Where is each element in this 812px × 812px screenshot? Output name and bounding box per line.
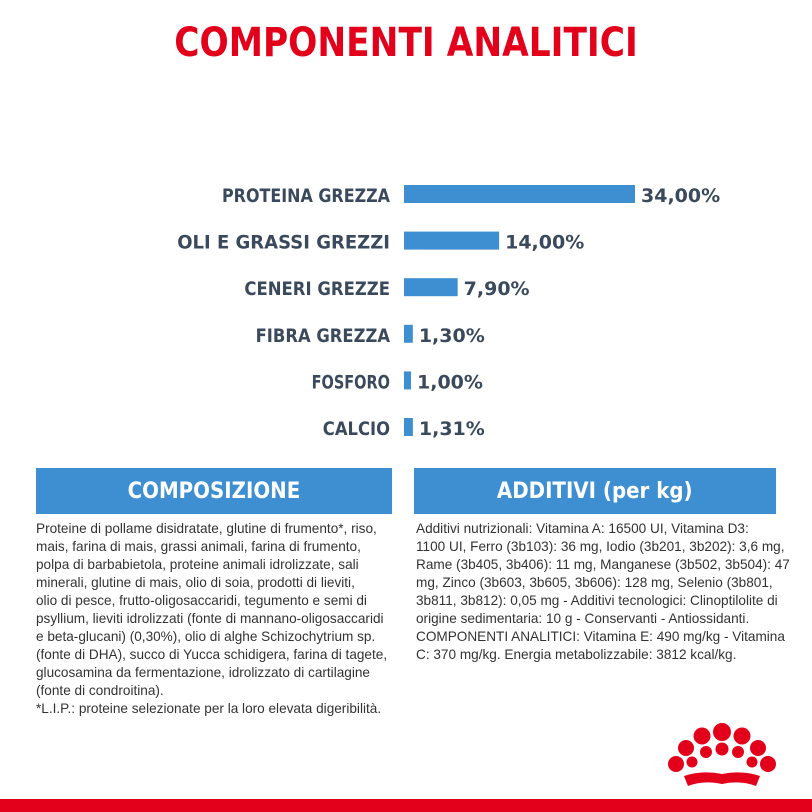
category-label: PROTEINA GREZZA bbox=[222, 185, 391, 207]
value-label: 1,30% bbox=[418, 324, 485, 347]
additivi-line: Additivi nutrizionali: Vitamina A: 16500 UI, Vitamina D3: bbox=[416, 521, 749, 536]
composizione-line: polpa di barbabietola, proteine animali idrolizzate, sali bbox=[36, 557, 359, 572]
bar bbox=[404, 325, 413, 343]
bar bbox=[404, 418, 413, 436]
crown-dot bbox=[700, 746, 712, 758]
additivi-heading: ADDITIVI (per kg) bbox=[497, 478, 693, 504]
page-title: COMPONENTI ANALITICI bbox=[174, 20, 638, 66]
nutrient-bar-chart bbox=[0, 160, 812, 450]
crown-dot bbox=[716, 743, 729, 756]
crown-dot bbox=[713, 723, 731, 741]
bar bbox=[404, 185, 635, 203]
crown-dot bbox=[694, 728, 711, 745]
category-label: CALCIO bbox=[322, 418, 390, 440]
value-label: 14,00% bbox=[505, 231, 585, 254]
crown-dot bbox=[760, 756, 776, 772]
composizione-line: Proteine di pollame disidratate, glutine di frumento*, riso, bbox=[36, 521, 377, 536]
crown-dot bbox=[747, 757, 758, 768]
composizione-line: (fonte di condroitina). bbox=[36, 683, 164, 698]
category-label: FOSFORO bbox=[311, 371, 390, 394]
composizione-line: olio di pesce, frutto-oligosaccaridi, tegumento e semi di bbox=[36, 593, 367, 608]
value-label: 1,31% bbox=[418, 418, 485, 440]
additivi-line: 3b811, 3b812): 0,05 mg - Additivi tecnologici: Clinoptilolite di bbox=[416, 593, 778, 608]
crown-dot bbox=[687, 757, 698, 768]
composizione-line: minerali, glutine di mais, olio di soia, prodotti di lieviti, bbox=[36, 575, 355, 590]
additivi-text bbox=[416, 520, 790, 664]
composizione-text bbox=[36, 520, 402, 718]
composizione-line: psyllium, lieviti idrolizzati (fonte di mannano-oligosaccaridi bbox=[36, 611, 384, 626]
value-label: 1,00% bbox=[417, 371, 483, 394]
additivi-line: C: 370 mg/kg. Energia metabolizzabile: 3812 kcal/kg. bbox=[416, 647, 737, 662]
royal-canin-crown-icon bbox=[664, 716, 780, 796]
composizione-line: mais, farina di mais, grassi animali, farina di frumento, bbox=[36, 539, 361, 554]
composizione-header bbox=[36, 468, 392, 514]
crown-base bbox=[684, 772, 760, 786]
composizione-line: (fonte di DHA), succo di Yucca schidigera, farina di tagete, bbox=[36, 647, 388, 662]
additivi-line: origine sedimentaria: 10 g - Conservanti - Antiossidanti. bbox=[416, 611, 750, 626]
composizione-line: e beta-glucani) (0,30%), olio di alghe Schizochytrium sp. bbox=[36, 629, 376, 644]
crown-dot bbox=[750, 740, 766, 756]
bar bbox=[404, 278, 458, 296]
additivi-line: Rame (3b405, 3b406): 11 mg, Manganese (3b502, 3b504): 47 bbox=[416, 557, 790, 572]
crown-dot bbox=[734, 728, 751, 745]
category-label: OLI E GRASSI GREZZI bbox=[177, 231, 390, 254]
bar bbox=[404, 232, 499, 250]
footer-bar bbox=[0, 799, 812, 812]
additivi-line: COMPONENTI ANALITICI: Vitamina E: 490 mg/kg - Vitamina bbox=[416, 629, 785, 644]
value-label: 7,90% bbox=[463, 278, 530, 301]
category-label: CENERI GREZZE bbox=[244, 278, 391, 301]
additivi-line: 1100 UI, Ferro (3b103): 36 mg, Iodio (3b201, 3b202): 3,6 mg, bbox=[416, 539, 785, 554]
value-label: 34,00% bbox=[641, 185, 721, 207]
composizione-heading: COMPOSIZIONE bbox=[127, 478, 301, 504]
additivi-line: mg, Zinco (3b603, 3b605, 3b606): 128 mg, Selenio (3b801, bbox=[416, 575, 773, 590]
composizione-line: glucosamina da fermentazione, idrolizzato di cartilagine bbox=[36, 665, 370, 680]
crown-dot bbox=[678, 740, 694, 756]
composizione-line: *L.I.P.: proteine selezionate per la loro elevata digeribilità. bbox=[36, 701, 382, 716]
category-label: FIBRA GREZZA bbox=[255, 324, 391, 347]
crown-dot bbox=[732, 746, 744, 758]
bar bbox=[404, 371, 411, 389]
additivi-header bbox=[414, 468, 776, 514]
crown-dot bbox=[668, 756, 684, 772]
